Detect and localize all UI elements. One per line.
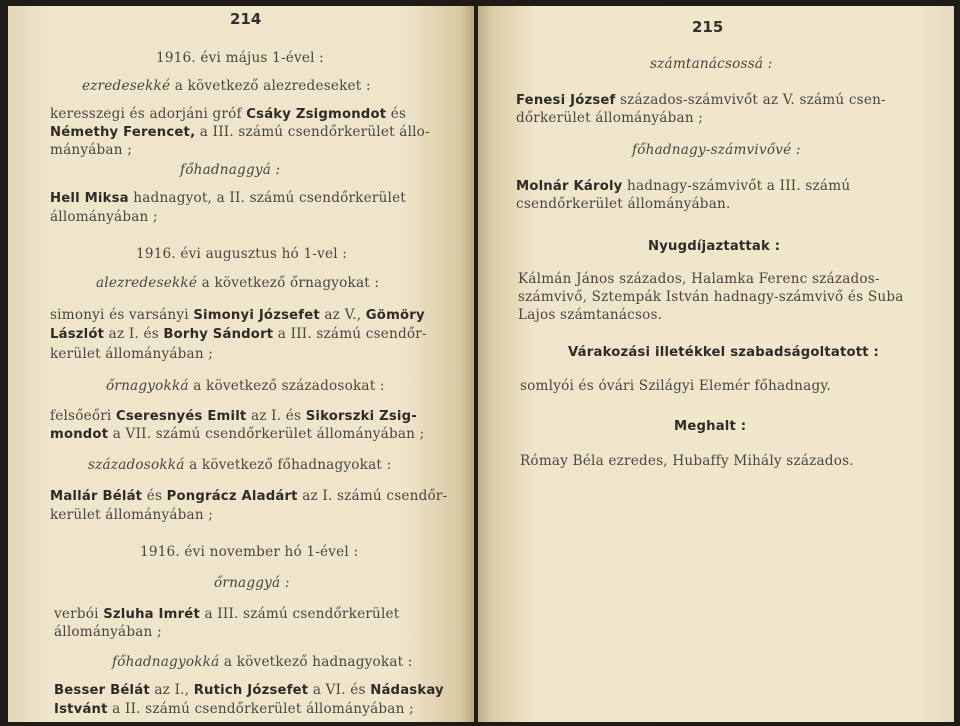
name-bold: Várakozási illetékkel szabadságoltatott : <box>568 345 880 360</box>
name-bold: Istvánt <box>54 702 108 717</box>
italic-text: alezredesekké <box>96 275 198 291</box>
text-fragment: az I., <box>149 682 194 698</box>
rank-heading <box>214 575 290 591</box>
name-bold: Sikorszki Zsig- <box>305 409 417 424</box>
text-fragment: Lajos számtanácsos. <box>518 307 663 323</box>
name-bold: Meghalt : <box>674 419 747 434</box>
text-fragment: a III. számú csendőrkerület állo- <box>195 124 430 140</box>
name-bold: Hell Miksa <box>50 191 129 206</box>
text-fragment: dőrkerület állományában ; <box>516 110 704 126</box>
name-bold: Borhy Sándort <box>163 327 274 342</box>
page-number-right: 215 <box>692 18 724 36</box>
text-line <box>50 106 406 122</box>
text-fragment: és <box>142 488 167 504</box>
text-fragment: a következő főhadnagyokat : <box>184 457 392 473</box>
text-fragment: és <box>386 106 407 122</box>
date-heading <box>156 50 324 66</box>
name-bold: Cseresnyés Emilt <box>115 409 247 424</box>
italic-text: főhadnagy-számvivővé : <box>632 142 801 158</box>
text-fragment: Rómay Béla ezredes, Hubaffy Mihály százados. <box>520 453 854 469</box>
text-line <box>50 124 430 140</box>
text-fragment: mányában ; <box>50 142 132 158</box>
text-fragment: az I. számú csendőr- <box>297 488 448 504</box>
text-fragment: 1916. évi május 1-ével : <box>156 50 324 66</box>
text-line <box>50 307 425 323</box>
text-fragment: a következő századosokat : <box>188 378 385 394</box>
text-line <box>518 271 880 287</box>
text-line <box>50 426 424 442</box>
text-line <box>520 453 854 469</box>
name-bold: Nádaskay <box>370 683 444 698</box>
text-fragment: számvivő, Sztempák István hadnagy-számvivő és Suba <box>518 289 904 305</box>
text-fragment: a III. számú csendőrkerület <box>199 606 400 622</box>
text-fragment: 1916. évi augusztus hó 1-vel : <box>136 246 348 262</box>
section-heading <box>568 344 879 360</box>
italic-text: főhadnaggyá : <box>180 162 281 178</box>
text-line <box>516 178 850 194</box>
rank-heading <box>632 142 801 158</box>
text-line <box>516 92 886 108</box>
text-fragment: a VI. és <box>308 682 371 698</box>
page-number-left: 214 <box>230 10 262 28</box>
text-fragment: hadnagyot, a II. számú csendőrkerület <box>128 190 406 206</box>
text-fragment: a következő alezredeseket : <box>170 78 371 94</box>
left-page <box>8 6 474 722</box>
text-fragment: Kálmán János százados, Halamka Ferenc százados- <box>518 271 880 287</box>
text-line <box>54 701 414 717</box>
name-bold: Némethy Ferencet, <box>50 125 196 140</box>
name-bold: Fenesi József <box>516 93 616 108</box>
italic-text: ezredesekké <box>82 78 171 94</box>
text-fragment: somlyói és óvári Szilágyi Elemér főhadnagy. <box>520 378 831 394</box>
name-bold: Lászlót <box>50 327 105 342</box>
date-heading <box>140 544 358 560</box>
text-fragment: a következő hadnagyokat : <box>219 654 413 670</box>
text-line <box>50 488 447 504</box>
rank-heading <box>650 56 773 72</box>
text-fragment: a II. számú csendőrkerület állományában ; <box>107 701 414 717</box>
text-line <box>50 408 417 424</box>
name-bold: Simonyi Józsefet <box>193 308 320 323</box>
rank-heading <box>88 457 391 473</box>
text-line <box>50 346 213 362</box>
text-fragment: hadnagy-számvivőt a III. számú <box>622 178 851 194</box>
name-bold: mondot <box>50 427 109 442</box>
text-line <box>518 289 904 305</box>
text-line <box>50 190 406 206</box>
text-line <box>50 326 427 342</box>
text-line <box>50 507 213 523</box>
name-bold: Nyugdíjaztattak : <box>648 239 781 254</box>
name-bold: Mallár Bélát <box>50 489 143 504</box>
text-fragment: százados-számvivőt az V. számú csen- <box>615 92 886 108</box>
text-line <box>50 142 132 158</box>
rank-heading <box>96 275 379 291</box>
rank-heading <box>82 78 371 94</box>
italic-text: őrnaggyá : <box>214 575 290 591</box>
section-heading <box>648 238 780 254</box>
name-bold: Molnár Károly <box>516 179 623 194</box>
text-fragment: keresszegi és adorjáni gróf <box>50 106 247 122</box>
italic-text: főhadnagyokká <box>112 654 220 670</box>
italic-text: őrnagyokká <box>106 378 189 394</box>
text-fragment: a VII. számú csendőrkerület állományában ; <box>108 426 425 442</box>
rank-heading <box>106 378 385 394</box>
text-fragment: állományában ; <box>54 624 162 640</box>
right-page <box>478 6 954 722</box>
date-heading <box>136 246 347 262</box>
text-fragment: állományában ; <box>50 209 158 225</box>
name-bold: Csáky Zsigmondot <box>246 107 387 122</box>
text-line <box>54 682 444 698</box>
text-fragment: kerület állományában ; <box>50 346 214 362</box>
italic-text: századosokká <box>88 457 185 473</box>
text-fragment: simonyi és varsányi <box>50 307 194 323</box>
text-line <box>516 110 703 126</box>
text-fragment: verbói <box>54 606 104 622</box>
name-bold: Rutich Józsefet <box>193 683 309 698</box>
name-bold: Szluha Imrét <box>103 607 200 622</box>
text-fragment: csendőrkerület állományában. <box>516 196 731 212</box>
text-fragment: a III. számú csendőr- <box>273 326 427 342</box>
text-fragment: az I. és <box>104 326 164 342</box>
text-fragment: kerület állományában ; <box>50 507 214 523</box>
text-line <box>50 209 158 225</box>
italic-text: számtanácsossá : <box>650 56 773 72</box>
text-line <box>520 378 831 394</box>
text-fragment: 1916. évi november hó 1-ével : <box>140 544 359 560</box>
rank-heading <box>112 654 413 670</box>
name-bold: Pongrácz Aladárt <box>166 489 298 504</box>
text-line <box>54 624 162 640</box>
text-fragment: a következő őrnagyokat : <box>197 275 380 291</box>
name-bold: Besser Bélát <box>54 683 150 698</box>
text-fragment: az V., <box>319 307 366 323</box>
rank-heading <box>180 162 280 178</box>
text-fragment: felsőeőri <box>50 408 116 424</box>
text-fragment: az I. és <box>246 408 306 424</box>
text-line <box>516 196 730 212</box>
text-line <box>518 307 662 323</box>
text-line <box>54 606 399 622</box>
section-heading <box>674 418 746 434</box>
name-bold: Gömöry <box>365 308 425 323</box>
